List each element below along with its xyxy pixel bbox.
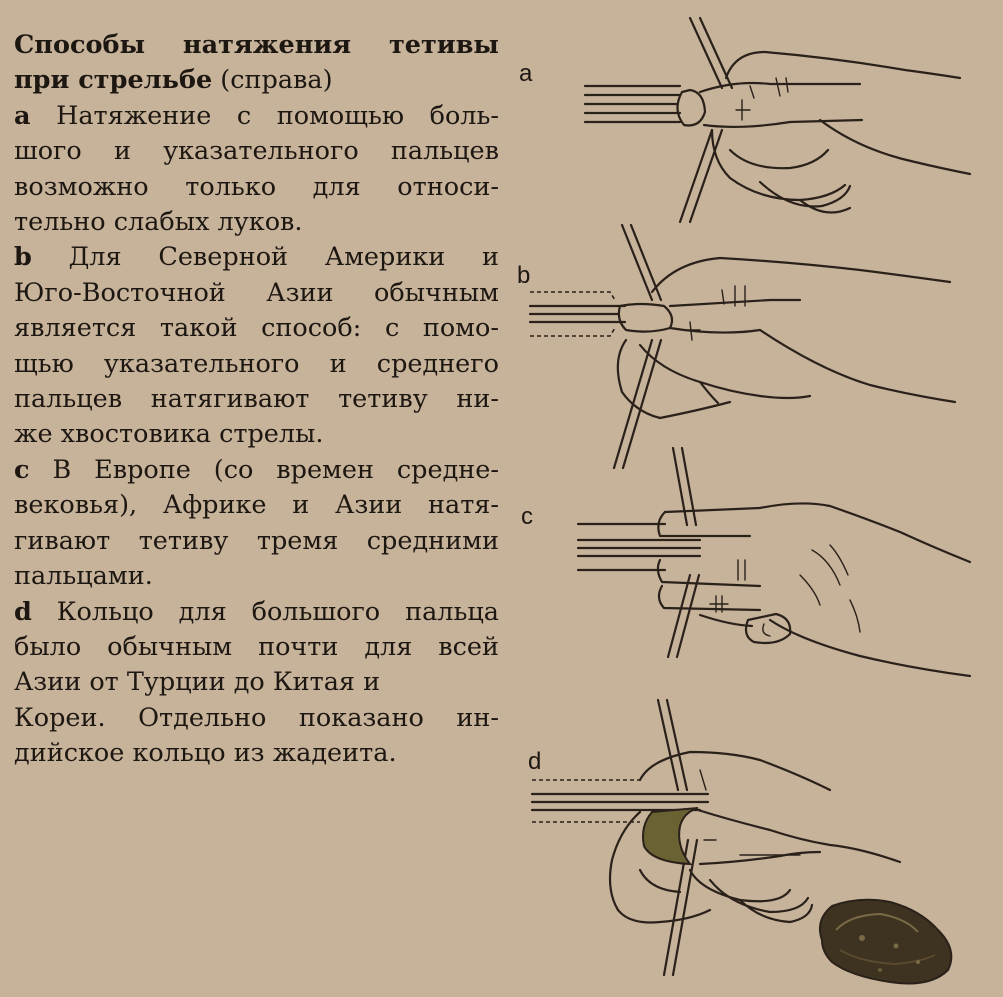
caption-title-line-1: Способы натяжения тетивы — [14, 30, 499, 60]
item-b-line-2: Юго-Восточной Азии обычным — [14, 277, 499, 308]
figure-c-finger-3 — [659, 586, 760, 610]
item-d-line-5: дийское кольцо из жадеита. — [14, 738, 397, 769]
item-c-line-3: гивают тетиву тремя средними — [14, 525, 499, 556]
item-d-text-1: Кольцо для большого пальца — [31, 596, 499, 627]
item-c-text-1: В Европе (со времен средне- — [29, 454, 499, 485]
figure-label-d: d — [528, 748, 542, 775]
figure-label-c: c — [521, 503, 533, 530]
figure-b-bowstring-top — [622, 225, 652, 300]
jade-ring-separate — [820, 900, 951, 984]
figure-d-bowstring-top — [658, 700, 678, 790]
item-a-text-1: Натяжение с помощью боль- — [30, 100, 499, 131]
figure-a-bowstring-bottom-2 — [690, 130, 722, 222]
item-b-line-6: же хвостовика стрелы. — [14, 419, 324, 450]
item-c-marker: c — [14, 454, 30, 485]
figure-b-fletching — [530, 292, 615, 300]
figure-d-thumb-ring — [643, 808, 698, 864]
item-d-marker: d — [14, 596, 32, 627]
item-a-line-4: тельно слабых луков. — [14, 207, 303, 238]
figure-c-hand-drawing — [578, 448, 970, 676]
figure-a-thumb-tip — [677, 90, 705, 125]
figure-label-b: b — [517, 262, 531, 289]
item-a-marker: a — [14, 100, 31, 131]
item-a-line-3: возможно только для относи- — [14, 171, 499, 202]
figure-label-a: a — [519, 60, 533, 87]
item-d-line-3: Азии от Турции до Китая и — [14, 667, 381, 698]
jade-ring-stone — [820, 900, 951, 984]
item-c-line-2: вековья), Африке и Азии натя- — [14, 490, 499, 521]
caption-title-bold: при стрельбе — [14, 65, 213, 96]
item-b-line-4: щью указательного и среднего — [14, 348, 499, 379]
item-d-line-2: было обычным почти для всей — [14, 631, 499, 662]
item-d-line-4: Кореи. Отдельно показано ин- — [14, 702, 499, 733]
item-b-line-5: пальцев натягивают тетиву ни- — [14, 384, 499, 415]
figure-b-hand-drawing — [530, 225, 955, 468]
figure-c-finger-1 — [658, 512, 750, 536]
item-a-line-2: шого и указательного пальцев — [14, 136, 499, 167]
figure-b-finger-tip — [619, 304, 672, 332]
item-c-line-4: пальцами. — [14, 561, 153, 592]
item-b-text-1: Для Северной Америки и — [31, 242, 499, 273]
item-b-line-3: является такой способ: с помо- — [14, 313, 499, 344]
caption-title-normal: (справа) — [212, 65, 333, 96]
item-b-marker: b — [14, 242, 32, 273]
figure-a-bowstring-bottom — [680, 130, 712, 222]
figure-a-hand-drawing — [585, 18, 970, 222]
figure-c-bowstring-bottom — [668, 575, 690, 657]
